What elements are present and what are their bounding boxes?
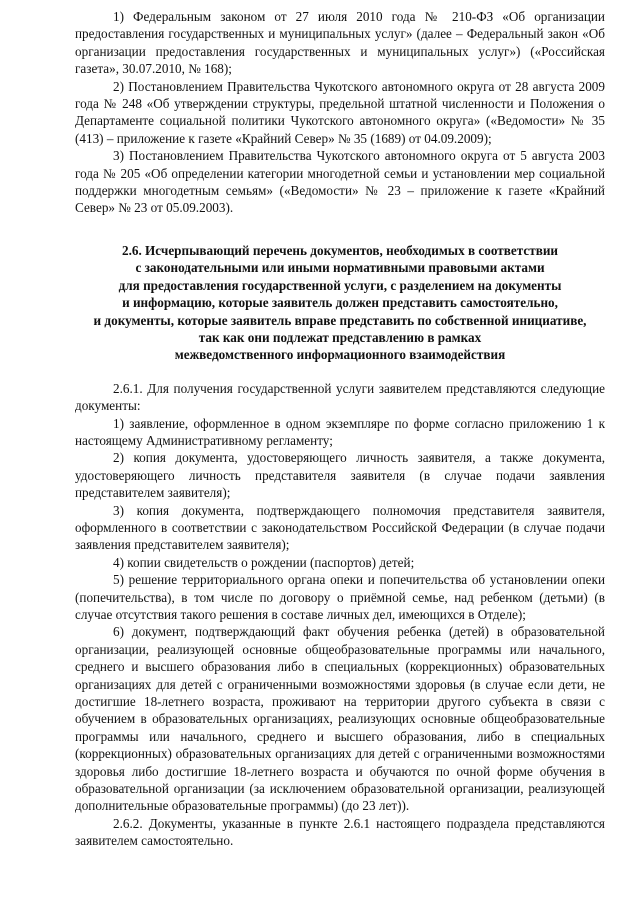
list-item-1: 1) заявление, оформленное в одном экземпляре по форме согласно приложению 1 к настоящему Административному регламенту;	[75, 415, 605, 448]
list-item-6: 6) документ, подтверждающий факт обучения ребенка (детей) в образовательной организации, реализующей основные общеобразовательные программы или начального, среднего и высшего образования либо в специальных (коррекционных) образовательных организациях для детей с ограниченными возможностями здоровья (в случае если дети, не достигшие 18-летнего возраста, проживают на территории другого субъекта в связи с обучением в образовательных организациях, реализующих основные общеобразовательные программы или начального, среднего и высшего образования, либо в специальных (коррекционных) образовательных организациях для детей с ограниченными возможностями здоровья либо достигшие 18-летнего возраста и обучаются по очной форме обучения в образовательной организации (за исключением образовательной организации, реализующей дополнительные образовательные программы) (до 23 лет)).	[75, 624, 605, 814]
heading-line: с законодательными или иными нормативными правовыми актами	[135, 260, 545, 276]
list-item-3: 3) копия документа, подтверждающего полномочия представителя заявителя, оформленного в соответствии с законодательством Российской Федерации (в случае подачи заявления представителем заявителя);	[75, 502, 605, 553]
heading-line: межведомственного информационного взаимодействия	[174, 347, 506, 363]
heading-line: 2.6. Исчерпывающий перечень документов, необходимых в соответствии	[121, 242, 559, 258]
list-item-2: 2) копия документа, удостоверяющего личность заявителя, а также документа, удостоверяющего личность представителя заявителя (в случае подачи заявления представителем заявителя);	[75, 450, 605, 501]
list-item-5: 5) решение территориального органа опеки и попечительства об установлении опеки (попечительства), в том числе по договору о приёмной семье, над ребенком (детьми) (в случае отсутствия такого решения в составе личных дел, имеющихся в Отделе);	[75, 572, 605, 622]
intro-item-2: 2) Постановлением Правительства Чукотского автономного округа от 28 августа 2009 года № 248 «Об утверждении структуры, предельной штатной численности и Положения о Департаменте социальной политики Чукотского автономного округа» («Ведомости» № 35 (413) – приложение к газете «Крайний Север» № 35 (1689) от 04.09.2009);	[75, 78, 605, 146]
document-body	[75, 8, 605, 850]
heading-line: и информацию, которые заявитель должен представить самостоятельно,	[122, 295, 558, 311]
list-item-4: 4) копии свидетельств о рождении (паспортов) детей;	[113, 554, 415, 570]
paragraph-2-6-1: 2.6.1. Для получения государственной услуги заявителем представляются следующие документы:	[75, 380, 605, 414]
intro-item-3: 3) Постановлением Правительства Чукотского автономного округа от 5 августа 2003 года № 205 «Об определении категории многодетной семьи и установлении мер социальной поддержки многодетным семьям» («Ведомости» № 23 – приложение к газете «Крайний Север» № 23 от 05.09.2003).	[75, 148, 605, 216]
heading-line: для предоставления государственной услуги, с разделением на документы	[118, 277, 562, 293]
section-heading-2-6	[75, 242, 605, 364]
heading-line: и документы, которые заявитель вправе представить по собственной инициативе,	[93, 312, 587, 328]
intro-item-1: 1) Федеральным законом от 27 июля 2010 года № 210-ФЗ «Об организации предоставления государственных и муниципальных услуг» (далее – Федеральный закон «Об организации предоставления государственных и муниципальных услуг») («Российская газета», 30.07.2010, № 168);	[75, 9, 605, 77]
heading-line: так как они подлежат представлению в рамках	[198, 329, 482, 345]
paragraph-2-6-2: 2.6.2. Документы, указанные в пункте 2.6.1 настоящего подраздела представляются заявителем самостоятельно.	[75, 815, 605, 849]
